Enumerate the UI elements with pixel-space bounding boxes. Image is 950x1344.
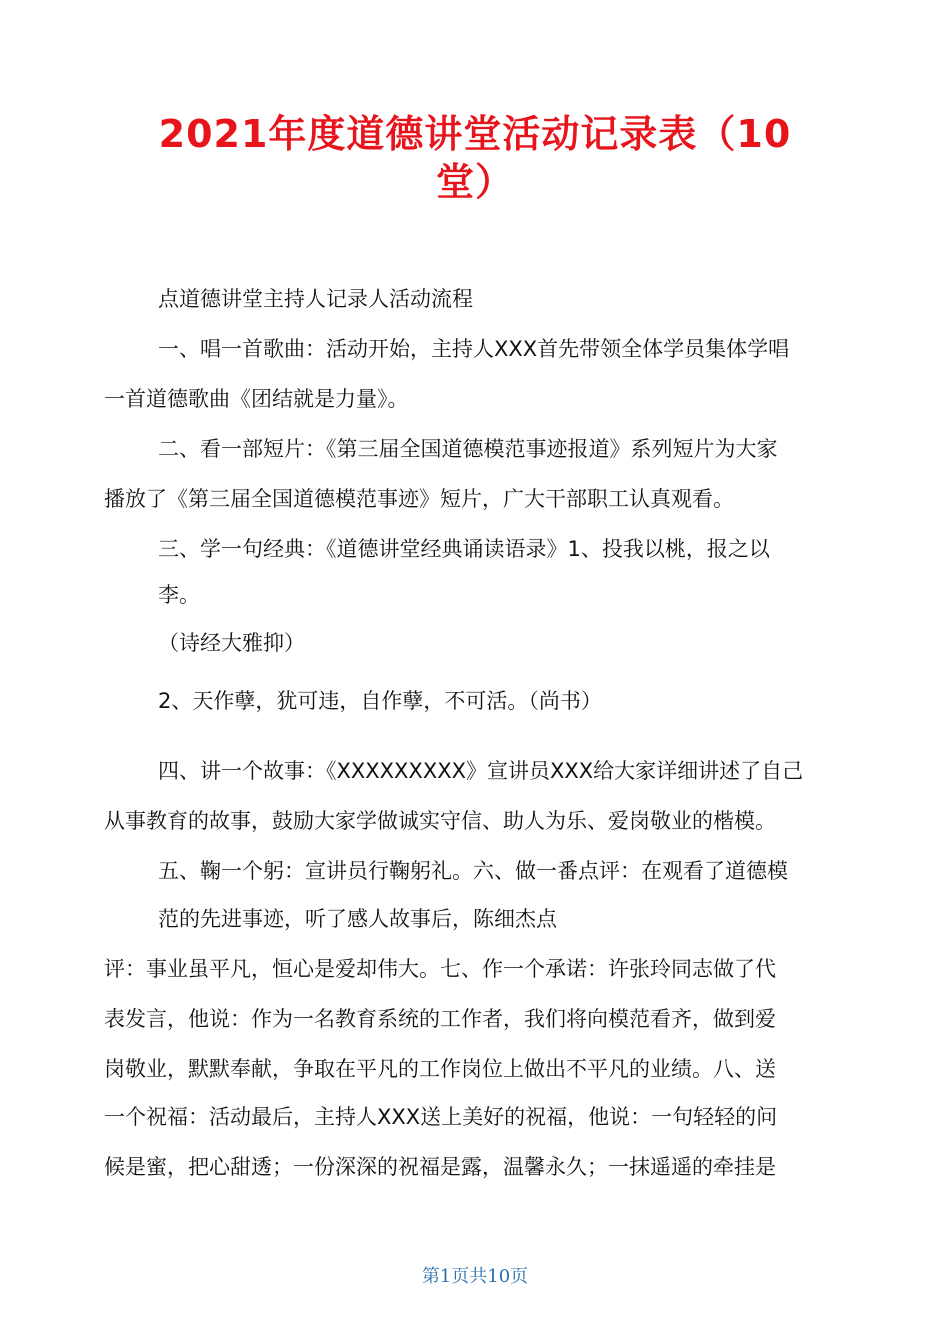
body-line: 2、天作孽，犹可违，自作孽，不可活。（尚书） <box>158 689 602 713</box>
body-line: 表发言，他说：作为一名教育系统的工作者，我们将向模范看齐，做到爱 <box>104 1007 776 1031</box>
body-line: 从事教育的故事，鼓励大家学做诚实守信、助人为乐、爱岗敬业的楷模。 <box>104 809 776 833</box>
document-title-line-2: 堂） <box>435 160 514 204</box>
document-title-line-1: 2021年度道德讲堂活动记录表（10 <box>158 112 792 156</box>
body-line: 一、唱一首歌曲：活动开始，主持人XXX首先带领全体学员集体学唱 <box>158 337 790 361</box>
body-line: 岗敬业，默默奉献，争取在平凡的工作岗位上做出不平凡的业绩。八、送 <box>104 1057 776 1081</box>
body-line: 李。 <box>158 583 200 607</box>
body-line: 范的先进事迹，听了感人故事后，陈细杰点 <box>158 907 557 931</box>
body-line: 候是蜜，把心甜透；一份深深的祝福是露，温馨永久；一抹遥遥的牵挂是 <box>104 1155 776 1179</box>
body-line: （诗经大雅抑） <box>158 631 305 655</box>
body-line: 一首道德歌曲《团结就是力量》。 <box>104 387 409 411</box>
body-line: 四、讲一个故事：《XXXXXXXXX》宣讲员XXX给大家详细讲述了自己 <box>158 759 804 783</box>
body-line: 点道德讲堂主持人记录人活动流程 <box>158 287 473 311</box>
body-line: 五、鞠一个躬：宣讲员行鞠躬礼。六、做一番点评：在观看了道德模 <box>158 859 788 883</box>
body-line: 一个祝福：活动最后，主持人XXX送上美好的祝福，他说：一句轻轻的问 <box>104 1105 778 1129</box>
body-line: 评：事业虽平凡，恒心是爱却伟大。七、作一个承诺：许张玲同志做了代 <box>104 957 776 981</box>
body-line: 播放了《第三届全国道德模范事迹》短片，广大干部职工认真观看。 <box>104 487 734 511</box>
page-footer: 第1页共10页 <box>421 1266 529 1287</box>
body-line: 三、学一句经典：《道德讲堂经典诵读语录》1、投我以桃，报之以 <box>158 537 770 561</box>
body-line: 二、看一部短片：《第三届全国道德模范事迹报道》系列短片为大家 <box>158 437 778 461</box>
